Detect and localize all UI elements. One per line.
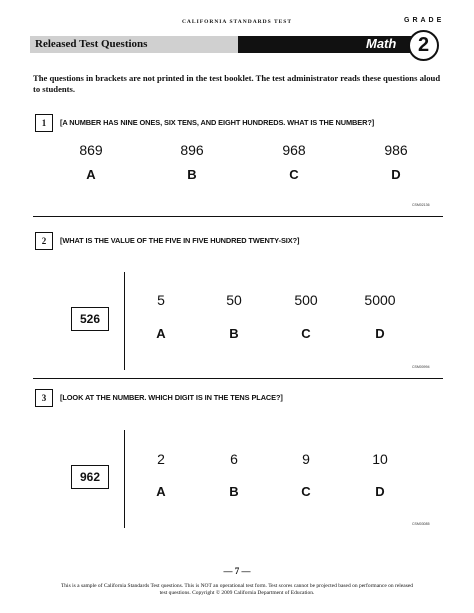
question-number-box: 1 [35,114,53,132]
section-divider [33,378,443,379]
choice-letter[interactable]: A [156,484,166,499]
choice-value[interactable]: 6 [230,451,238,467]
choice-letter[interactable]: D [391,167,401,182]
stimulus-divider-line [124,430,125,528]
choice-value[interactable]: 5 [157,292,165,308]
grade-number-badge: 2 [408,30,439,61]
stimulus-number-box: 962 [71,465,109,489]
item-code: CSM02136 [412,203,430,207]
stimulus-number-box: 526 [71,307,109,331]
choice-letter[interactable]: C [301,484,311,499]
choice-letter[interactable]: B [229,484,239,499]
choice-value[interactable]: 10 [372,451,388,467]
choice-letter[interactable]: D [375,484,385,499]
item-code: CSM03085 [412,522,430,526]
question-text: [WHAT IS THE VALUE OF THE FIVE IN FIVE HUNDRED TWENTY-SIX?] [60,236,300,245]
choice-value[interactable]: 869 [79,142,103,158]
choice-value[interactable]: 968 [282,142,306,158]
choice-letter[interactable]: A [156,326,166,341]
instructions-text: The questions in brackets are not printed in the test booklet. The test administrator reads these questions aloud to students. [33,73,441,94]
choice-letter[interactable]: C [289,167,299,182]
choice-letter[interactable]: A [86,167,96,182]
footer-notice: This is a sample of California Standards Test questions. This is NOT an operational test form. Test scores cannot be projected based on performance on released test questions. Copyright © 2009 California Department of Education. [60,583,414,596]
question-number-box: 3 [35,389,53,407]
choice-letter[interactable]: C [301,326,311,341]
stimulus-divider-line [124,272,125,370]
choice-value[interactable]: 986 [384,142,408,158]
choice-value[interactable]: 500 [294,292,318,308]
choice-value[interactable]: 9 [302,451,310,467]
subject-label: Math [366,36,397,51]
page-number: — 7 — [223,566,251,576]
question-number-box: 2 [35,232,53,250]
question-text: [A NUMBER HAS NINE ONES, SIX TENS, AND EIGHT HUNDREDS. WHAT IS THE NUMBER?] [60,118,375,127]
choice-value[interactable]: 896 [180,142,204,158]
choice-value[interactable]: 50 [226,292,242,308]
choice-letter[interactable]: B [229,326,239,341]
test-name-header: CALIFORNIA STANDARDS TEST [181,19,293,25]
item-code: CSM00994 [412,365,430,369]
choice-value[interactable]: 2 [157,451,165,467]
section-divider [33,216,443,217]
grade-label: GRADE [404,17,445,24]
question-text: [LOOK AT THE NUMBER. WHICH DIGIT IS IN THE TENS PLACE?] [60,393,283,402]
banner-title: Released Test Questions [35,38,148,50]
choice-letter[interactable]: D [375,326,385,341]
choice-value[interactable]: 5000 [364,292,396,308]
choice-letter[interactable]: B [187,167,197,182]
